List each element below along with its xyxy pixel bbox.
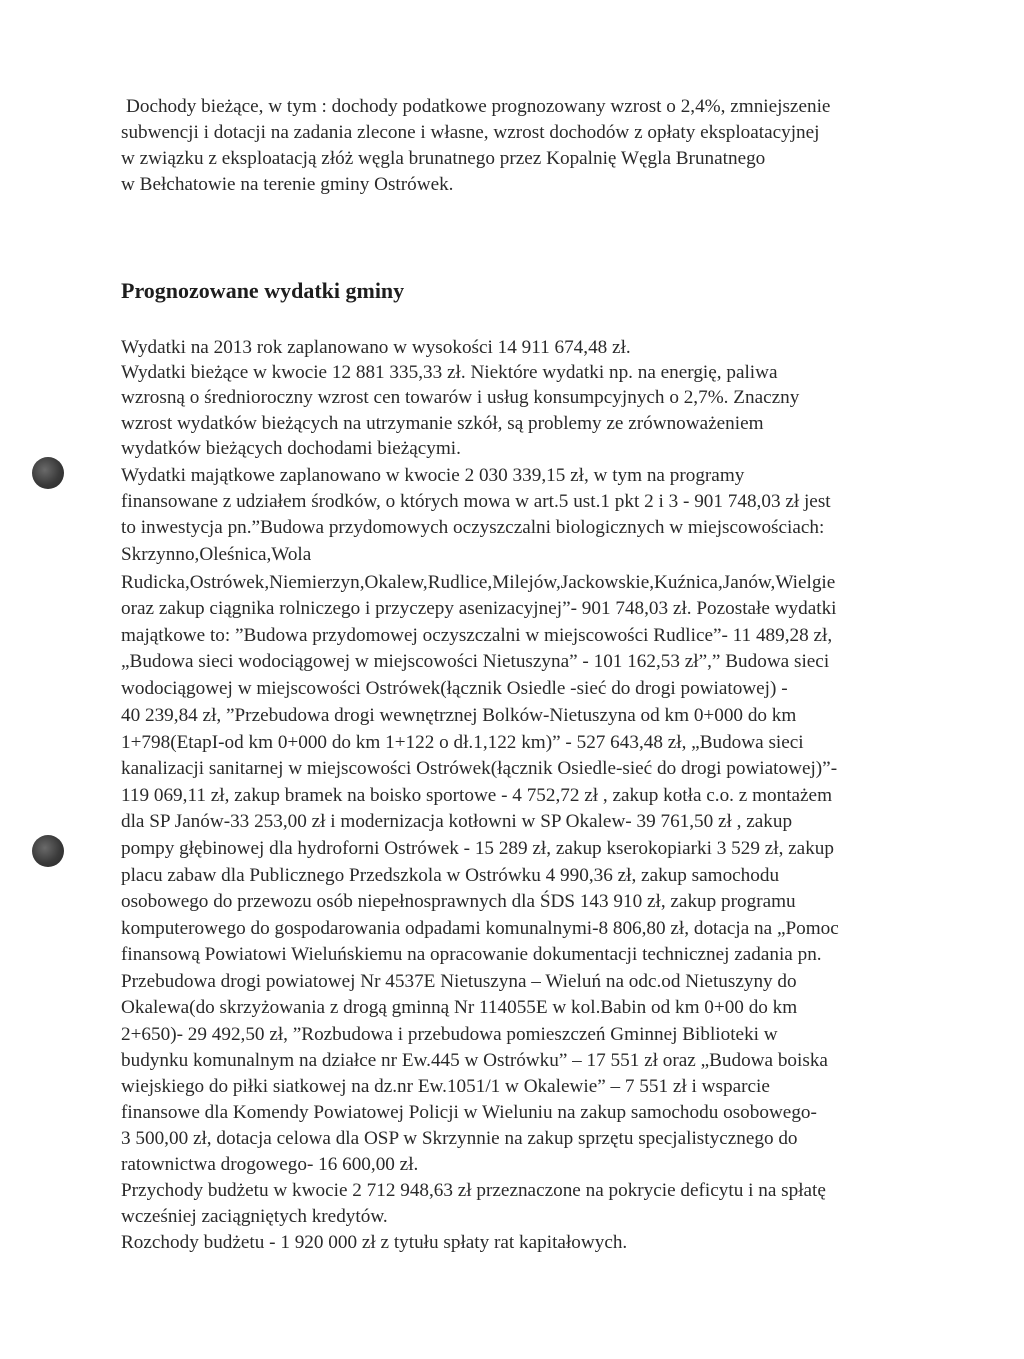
body-line: wodociągowej w miejscowości Ostrówek(łącznik Osiedle -sieć do drogi powiatowej) - [121,678,788,699]
intro-line: w związku z eksploatacją złóż węgla brunatnego przez Kopalnię Węgla Brunatnego [121,148,766,169]
body-line: 1+798(EtapI-od km 0+000 do km 1+122 o dł.1,122 km)” - 527 643,48 zł, „Budowa sieci [121,732,804,753]
body-line: Wydatki na 2013 rok zaplanowano w wysokości 14 911 674,48 zł. [121,337,631,358]
body-line: budynku komunalnym na działce nr Ew.445 w Ostrówku” – 17 551 zł oraz „Budowa boiska [121,1050,828,1071]
body-line: majątkowe to: ”Budowa przydomowej oczyszczalni w miejscowości Rudlice”- 11 489,28 zł, [121,625,833,646]
body-line: 3 500,00 zł, dotacja celowa dla OSP w Skrzynnie na zakup sprzętu specjalistycznego do [121,1128,798,1149]
body-line: „Budowa sieci wodociągowej w miejscowości Nietuszyna” - 101 162,53 zł”,” Budowa sieci [121,651,830,672]
body-line: Przebudowa drogi powiatowej Nr 4537E Nietuszyna – Wieluń na odc.od Nietuszyny do [121,971,797,992]
body-line: wzrost wydatków bieżących na utrzymanie szkół, są problemy ze zrównoważeniem [121,413,764,434]
body-line: oraz zakup ciągnika rolniczego i przyczepy asenizacyjnej”- 901 748,03 zł. Pozostałe wydatki [121,598,837,619]
section-heading: Prognozowane wydatki gminy [121,278,405,303]
body-line: 2+650)- 29 492,50 zł, ”Rozbudowa i przebudowa pomieszczeń Gminnej Biblioteki w [121,1024,778,1045]
body-line: osobowego do przewozu osób niepełnosprawnych dla ŚDS 143 910 zł, zakup programu [121,891,796,912]
body-line: wydatków bieżących dochodami bieżącymi. [121,438,461,459]
body-line: wcześniej zaciągniętych kredytów. [121,1206,388,1227]
body-line: placu zabaw dla Publicznego Przedszkola w Ostrówku 4 990,36 zł, zakup samochodu [121,865,780,886]
intro-line: Dochody bieżące, w tym : dochody podatkowe prognozowany wzrost o 2,4%, zmniejszenie [126,96,831,117]
body-line: Rozchody budżetu - 1 920 000 zł z tytułu spłaty rat kapitałowych. [121,1232,628,1253]
body-line: to inwestycja pn.”Budowa przydomowych oczyszczalni biologicznych w miejscowościach: [121,517,825,538]
body-line: Przychody budżetu w kwocie 2 712 948,63 zł przeznaczone na pokrycie deficytu i na spłatę [121,1180,826,1201]
body-line: finansowe dla Komendy Powiatowej Policji w Wieluniu na zakup samochodu osobowego- [121,1102,817,1123]
punch-hole-top [32,457,64,489]
body-line: komputerowego do gospodarowania odpadami komunalnymi-8 806,80 zł, dotacja na „Pomoc [121,918,839,939]
body-line: Wydatki bieżące w kwocie 12 881 335,33 zł. Niektóre wydatki np. na energię, paliwa [121,362,778,383]
body-line: 119 069,11 zł, zakup bramek na boisko sportowe - 4 752,72 zł , zakup kotła c.o. z montażem [121,785,832,806]
body-line: Rudicka,Ostrówek,Niemierzyn,Okalew,Rudlice,Milejów,Jackowskie,Kuźnica,Janów,Wielgie [121,572,836,593]
punch-hole-bottom [32,835,64,867]
body-line: finansowane z udziałem środków, o których mowa w art.5 ust.1 pkt 2 i 3 - 901 748,03 zł jest [121,491,831,512]
body-line: finansową Powiatowi Wieluńskiemu na opracowanie dokumentacji technicznej zadania pn. [121,944,822,965]
body-line: 40 239,84 zł, ”Przebudowa drogi wewnętrznej Bolków-Nietuszyna od km 0+000 do km [121,705,797,726]
body-line: kanalizacji sanitarnej w miejscowości Ostrówek(łącznik Osiedle-sieć do drogi powiatowej)”- [121,758,838,779]
body-line: wzrosną o średnioroczny wzrost cen towarów i usług konsumpcyjnych o 2,7%. Znaczny [121,387,800,408]
body-line: wiejskiego do piłki siatkowej na dz.nr Ew.1051/1 w Okalewie” – 7 551 zł i wsparcie [121,1076,770,1097]
body-line: Skrzynno,Oleśnica,Wola [121,544,312,565]
body-line: dla SP Janów-33 253,00 zł i modernizacja kotłowni w SP Okalew- 39 761,50 zł , zakup [121,811,793,832]
body-line: pompy głębinowej dla hydroforni Ostrówek - 15 289 zł, zakup kserokopiarki 3 529 zł, zakup [121,838,834,859]
body-line: Wydatki majątkowe zaplanowano w kwocie 2 030 339,15 zł, w tym na programy [121,465,745,486]
body-line: ratownictwa drogowego- 16 600,00 zł. [121,1154,419,1175]
body-line: Okalewa(do skrzyżowania z drogą gminną Nr 114055E w kol.Babin od km 0+00 do km [121,997,798,1018]
intro-line: subwencji i dotacji na zadania zlecone i własne, wzrost dochodów z opłaty eksploatacyjnej [121,122,820,143]
intro-line: w Bełchatowie na terenie gminy Ostrówek. [121,174,454,195]
